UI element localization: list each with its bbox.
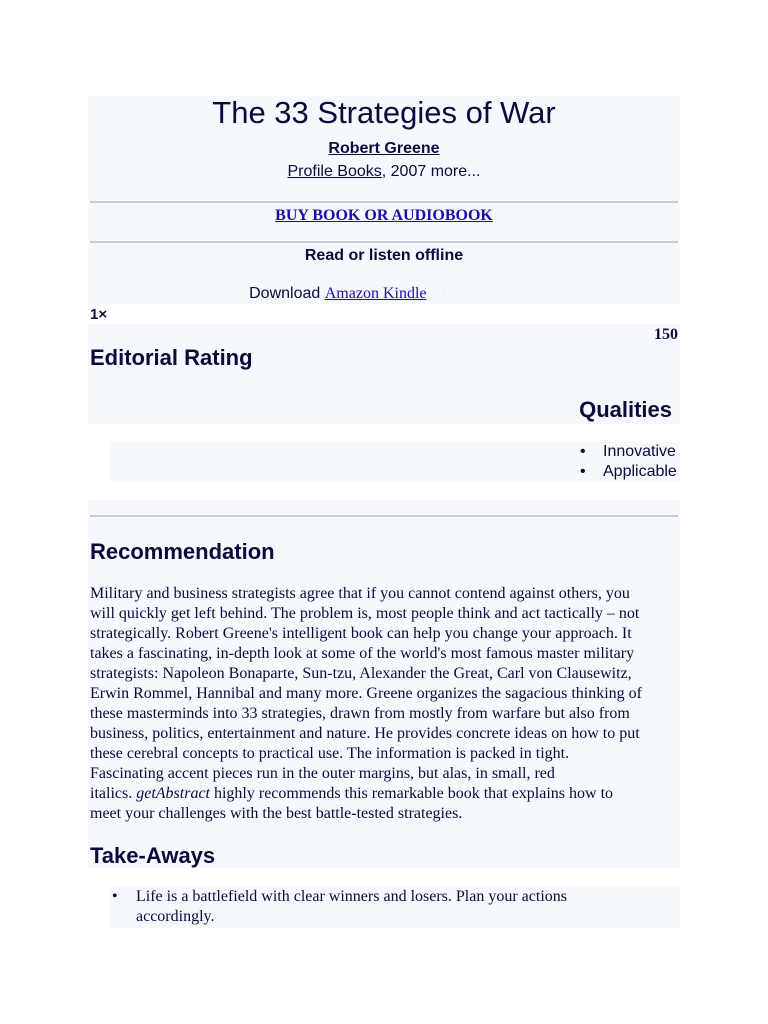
download-label: Download xyxy=(249,285,325,302)
bullet-icon: • xyxy=(580,443,586,460)
quality-label: Innovative xyxy=(603,443,676,460)
body-line: business, politics, entertainment and nature. He provides concrete ideas on how to put xyxy=(90,725,640,742)
quality-label: Applicable xyxy=(603,463,677,480)
body-line: takes a fascinating, in-depth look at some of the world's most famous master military xyxy=(90,645,635,662)
offline-heading: Read or listen offline xyxy=(304,247,464,264)
take-away-text: Life is a battlefield with clear winners and losers. Plan your actions xyxy=(136,888,567,905)
faint-text: e-book reader xyxy=(430,285,519,302)
editorial-rating-heading: Editorial Rating xyxy=(90,345,253,370)
body-line: Military and business strategists agree that if you cannot contend against others, you xyxy=(90,585,630,602)
body-line: strategists: Napoleon Bonaparte, Sun-tzu, Alexander the Great, Carl von Clausewitz, xyxy=(90,665,632,682)
body-line: these masterminds into 33 strategies, drawn from mostly from warfare but also from xyxy=(90,705,630,722)
body-text: italics. xyxy=(90,785,137,802)
recommendation-heading: Recommendation xyxy=(90,539,275,564)
divider xyxy=(90,515,678,517)
recommendation-body xyxy=(90,584,690,824)
bullet-icon: • xyxy=(580,463,586,480)
buy-row xyxy=(88,207,680,225)
amazon-kindle-link[interactable]: Amazon Kindle xyxy=(324,285,427,302)
body-text: highly recommends this remarkable book that explains how to xyxy=(209,785,614,802)
buy-book-button[interactable]: BUY BOOK OR AUDIOBOOK xyxy=(275,207,493,224)
qualities-heading: Qualities xyxy=(579,397,672,422)
quality-item xyxy=(580,462,677,482)
author-link[interactable]: Robert Greene xyxy=(328,140,440,157)
take-away-text: accordingly. xyxy=(136,908,215,925)
body-line: will quickly get left behind. The problem is, most people think and act tactically – not xyxy=(90,605,640,622)
rating-count: 150 xyxy=(654,326,678,343)
brand-name: getAbstract xyxy=(136,785,210,802)
body-line: these cerebral concepts to practical use. The information is packed in tight. xyxy=(90,745,570,762)
more-link[interactable]: more... xyxy=(426,163,481,180)
author-row xyxy=(88,140,680,158)
playback-speed[interactable]: 1× xyxy=(90,306,108,323)
body-line: Fascinating accent pieces run in the outer margins, but alas, in small, red xyxy=(90,765,555,782)
body-line: Erwin Rommel, Hannibal and many more. Greene organizes the sagacious thinking of xyxy=(90,685,642,702)
publisher-link[interactable]: Profile Books xyxy=(287,163,382,180)
take-away-item xyxy=(112,887,567,927)
publisher-row xyxy=(88,163,680,181)
book-title: The 33 Strategies of War xyxy=(212,95,556,130)
take-aways-heading: Take-Aways xyxy=(90,843,216,868)
body-line: meet your challenges with the best battle-tested strategies. xyxy=(90,805,463,822)
body-line: strategically. Robert Greene's intelligent book can help you change your approach. It xyxy=(90,625,632,642)
quality-item xyxy=(580,442,676,462)
body-line xyxy=(90,784,690,804)
publication-year: , 2007 xyxy=(381,163,427,180)
bullet-icon: • xyxy=(112,888,118,905)
download-row xyxy=(88,285,680,303)
